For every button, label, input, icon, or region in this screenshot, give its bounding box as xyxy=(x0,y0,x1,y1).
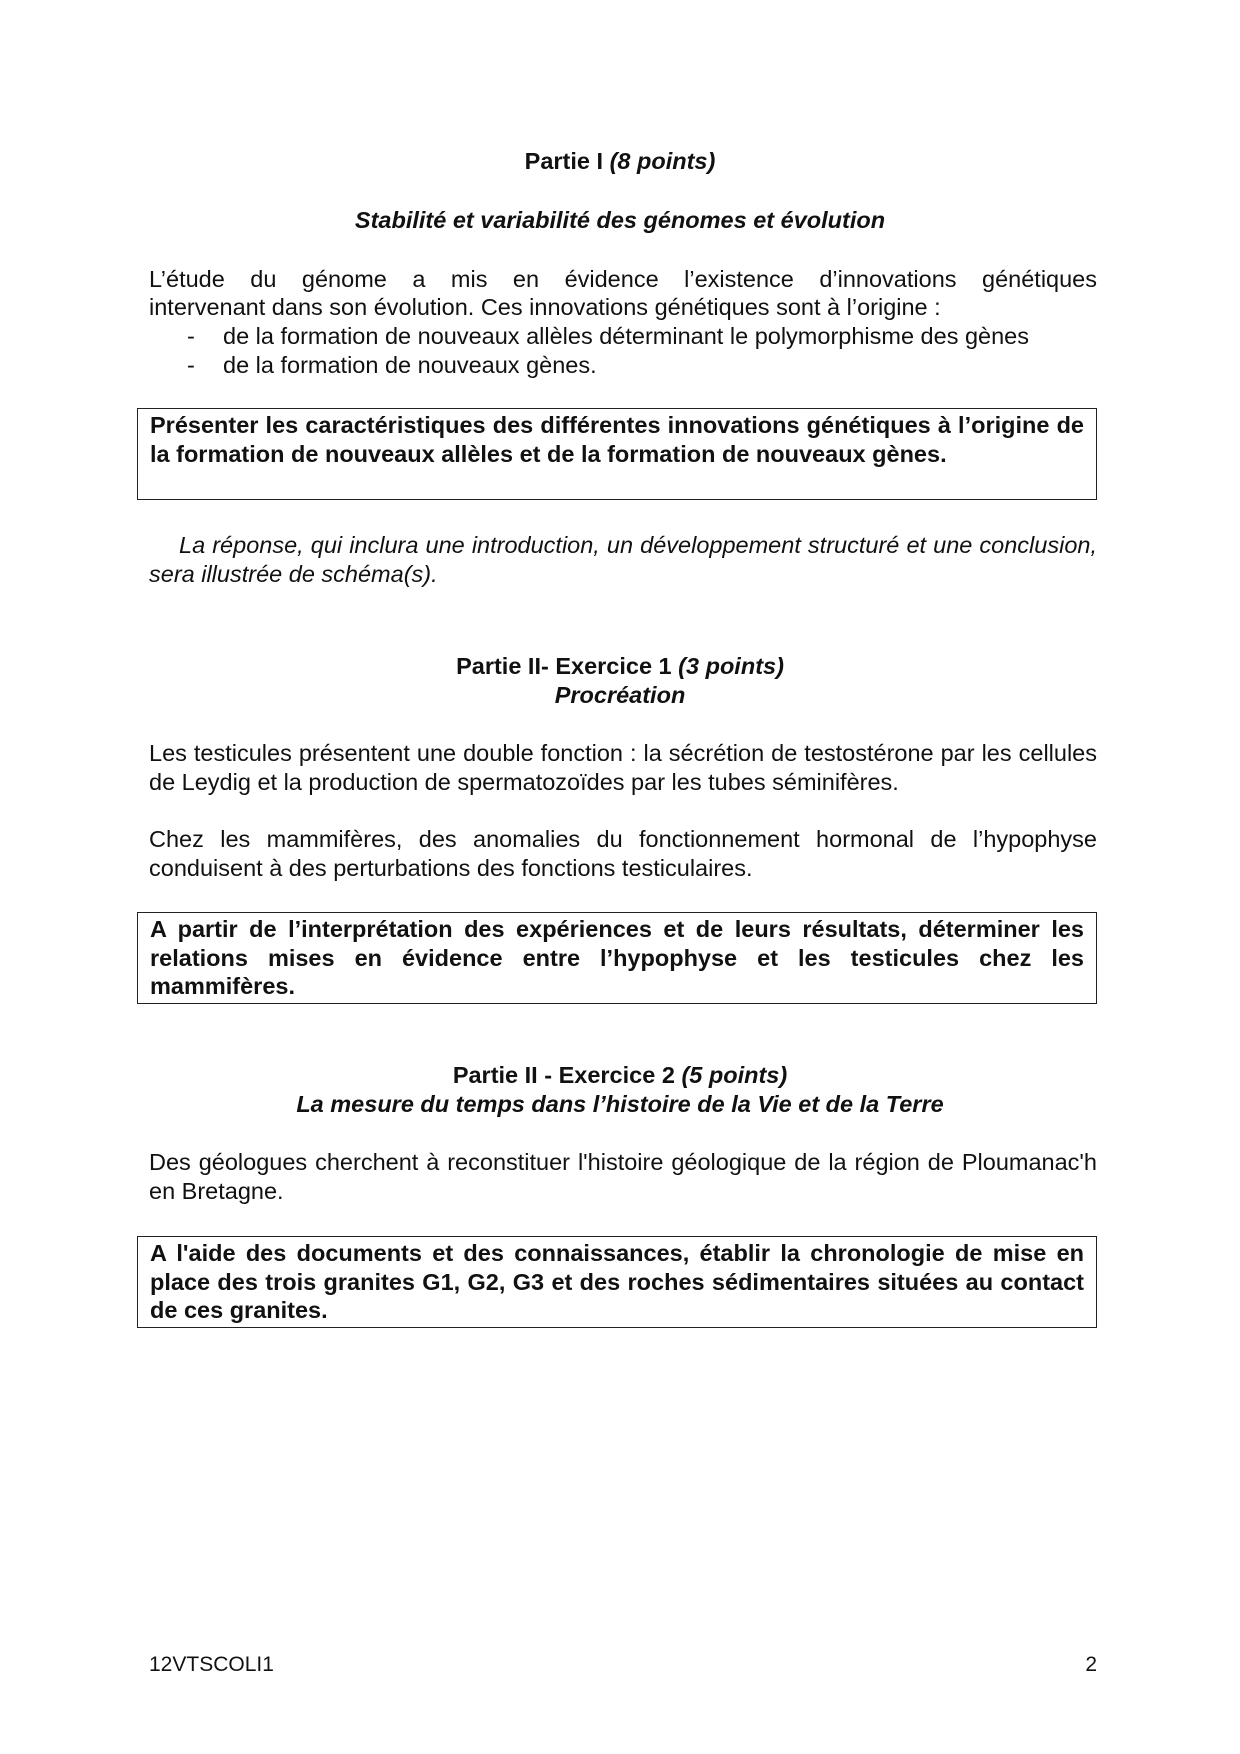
part1-bullet-1-text: de la formation de nouveaux allèles déterminant le polymorphisme des gènes xyxy=(223,323,1029,349)
part2-ex2-subtitle: La mesure du temps dans l’histoire de la Vie et de la Terre xyxy=(296,1091,944,1117)
part1-heading xyxy=(0,147,1240,176)
part2-ex1-points: (3 points) xyxy=(678,653,784,679)
part1-task-text: Présenter les caractéristiques des différentes innovations génétiques à l’origine de la formation de nouveaux allèles et de la formation de nouveaux gènes. xyxy=(150,412,1084,467)
part2-ex2-para1: Des géologues cherchent à reconstituer l'histoire géologique de la région de Ploumanac'h en Bretagne. xyxy=(149,1149,1097,1204)
part1-bullet-2-text: de la formation de nouveaux gènes. xyxy=(223,352,597,378)
part2-ex1-para2: Chez les mammifères, des anomalies du fonctionnement hormonal de l’hypophyse conduisent à des perturbations des fonctions testiculaires. xyxy=(149,826,1097,881)
part1-subtitle: Stabilité et variabilité des génomes et évolution xyxy=(354,207,886,233)
part1-note: La réponse, qui inclura une introduction, un développement structuré et une conclusion, sera illustrée de schéma(s). xyxy=(149,532,1097,587)
footer-page-number: 2 xyxy=(1085,1653,1097,1676)
part1-task-box xyxy=(137,408,1097,500)
part2-ex1-heading xyxy=(0,652,1240,681)
part2-ex2-task-box xyxy=(137,1236,1097,1328)
part1-points: (8 points) xyxy=(609,148,716,174)
part2-ex2-points: (5 points) xyxy=(681,1062,788,1088)
footer-code: 12VTSCOLI1 xyxy=(149,1653,274,1676)
part2-ex1-para1: Les testicules présentent une double fonction : la sécrétion de testostérone par les cellules de Leydig et la production de spermatozoïdes par les tubes séminifères. xyxy=(149,740,1097,795)
part2-ex2-heading xyxy=(0,1061,1240,1090)
part2-ex1-task-text: A partir de l’interprétation des expériences et de leurs résultats, déterminer les relations mises en évidence entre l’hypophyse et les testicules chez les mammifères. xyxy=(150,916,1084,999)
bullet-dash: - xyxy=(187,352,195,378)
part2-ex1-title: Partie II- Exercice 1 xyxy=(456,653,672,679)
part1-title: Partie I xyxy=(524,148,604,174)
part2-ex2-task-text: A l'aide des documents et des connaissances, établir la chronologie de mise en place des trois granites G1, G2, G3 et des roches sédimentaires situées au contact de ces granites. xyxy=(150,1240,1084,1323)
part1-intro-line1: L’étude du génome a mis en évidence l’existence d’innovations génétiques xyxy=(149,266,1097,292)
part1-intro-line2: intervenant dans son évolution. Ces innovations génétiques sont à l’origine : xyxy=(149,294,941,320)
bullet-dash: - xyxy=(187,323,195,349)
part2-ex1-subtitle: Procréation xyxy=(554,682,686,708)
part2-ex2-title: Partie II - Exercice 2 xyxy=(452,1062,675,1088)
part2-ex1-task-box xyxy=(137,912,1097,1004)
